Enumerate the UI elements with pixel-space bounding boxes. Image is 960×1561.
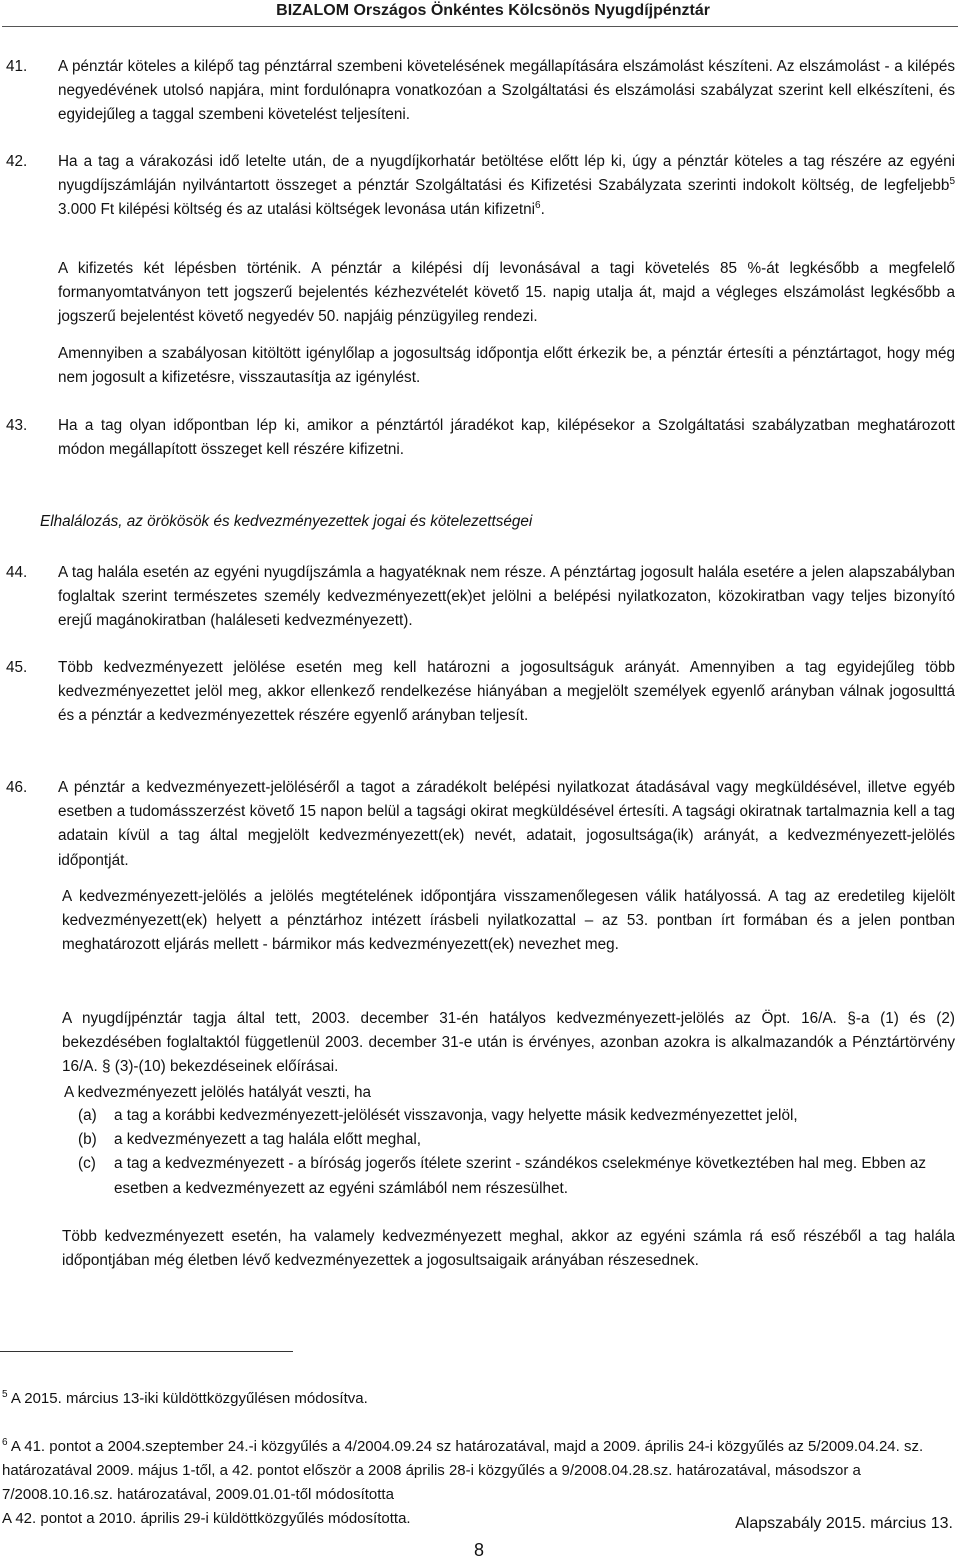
section-44 bbox=[0, 561, 955, 634]
paragraph: Több kedvezményezett esetén, ha valamely kedvezményezett meghal, akkor az egyéni számla rá eső részéből a tag halála időpontjában még életben lévő kedvezményezettek a jogosultsaigaik arányában részesednek. bbox=[62, 1228, 955, 1270]
section-number: 42. bbox=[6, 153, 28, 170]
section-41 bbox=[0, 55, 955, 128]
paragraph: A kifizetés két lépésben történik. A pénztár a kilépési díj levonásával a tagi követelés 85 %-át legkésőbb a megfelelő formanyomtatványon tett jogszerű bejelentés kézhezvételét követő 15. napig utalja át, majd a végleges elszámolást legkésőbb a jogszerű bejelentést követő negyedév 50. napjáig pénzügyileg rendezi. bbox=[58, 260, 955, 326]
paragraph: A nyugdíjpénztár tagja által tett, 2003. december 31-én hatályos kedvezményezett-jelölés az Öpt. 16/A. §-a (1) és (2) bekezdésében foglaltaktól függetlenül 2003. december 31-e után is érvényes, azonban azokra is alkalmazandók a Pénztártörvény 16/A. § (3)-(10) bekezdéseinek előírásai. bbox=[62, 1010, 955, 1076]
footer-date: Alapszabály 2015. március 13. bbox=[735, 1515, 953, 1532]
section-46-para-5 bbox=[62, 1225, 955, 1273]
paragraph: Amennyiben a szabályosan kitöltött igénylőlap a jogosultság időpontja előtt érkezik be, a pénztár értesíti a pénztártagot, hogy még nem jogosult a kifizetésre, visszautasítja az igénylést. bbox=[58, 345, 955, 387]
section-46-para-2 bbox=[62, 885, 955, 958]
invalidation-list bbox=[68, 1104, 955, 1201]
list-item bbox=[68, 1128, 955, 1152]
section-42-para-3 bbox=[58, 342, 955, 390]
section-46-para-3 bbox=[62, 1007, 955, 1080]
header-divider bbox=[2, 26, 958, 27]
footnote-text: A 2015. március 13-iki küldöttközgyűlésen módosítva. bbox=[7, 1390, 368, 1407]
section-text: Több kedvezményezett jelölése esetén meg kell határozni a jogosultságuk arányát. Amennyiben a tag egyidejűleg több kedvezményezettet jelöl meg, akkor ellenkező rendelkezése hiányában a megjelölt személyek egyenlő arányban válnak jogosulttá és a pénztár a kedvezményezettek részére egyenlő arányban teljesít. bbox=[58, 659, 955, 725]
list-item-text: a tag a korábbi kedvezményezett-jelölését visszavonja, vagy helyette másik kedvezményezettet jelöl, bbox=[114, 1107, 798, 1124]
footnote-ref-6[interactable]: 6 bbox=[535, 200, 541, 212]
footnote-ref-5[interactable]: 5 bbox=[949, 176, 955, 188]
section-45 bbox=[0, 656, 955, 729]
footnote-mark: 6 bbox=[2, 1437, 8, 1448]
section-43 bbox=[0, 414, 955, 462]
list-item bbox=[68, 1104, 955, 1128]
page-number: 8 bbox=[474, 1540, 485, 1560]
page-header-title: BIZALOM Országos Önkéntes Kölcsönös Nyugdíjpénztár bbox=[276, 2, 710, 19]
section-42 bbox=[0, 150, 955, 223]
list-item-text: a kedvezményezett a tag halála előtt meghal, bbox=[114, 1131, 421, 1149]
section-46-para-4 bbox=[64, 1081, 955, 1105]
section-text: Ha a tag olyan időpontban lép ki, amikor a pénztártól járadékot kap, kilépésekor a Szolgáltatási szabályzatban meghatározott módon megállapított összeget kell részére kifizetni. bbox=[58, 417, 955, 459]
footnote-mark: 5 bbox=[2, 1389, 8, 1400]
section-text: A tag halála esetén az egyéni nyugdíjszámla a hagyatéknak nem része. A pénztártag jogosult halála esetére a jelen alapszabályban foglaltak szerint természetes személy kedvezményezett(ek)et jelölni a belépési nyilatkozaton, közokiratban vagy teljes bizonyító erejű magánokiratban (haláleseti kedvezményezett). bbox=[58, 564, 955, 630]
list-item-text: a tag a kedvezményezett - a bíróság jogerős ítélete szerint - szándékos cselekménye következtében hal meg. Ebben az esetben a kedvezményezett az egyéni számlából nem részesülhet. bbox=[114, 1155, 927, 1197]
footnote-divider bbox=[0, 1351, 293, 1352]
section-number: 41. bbox=[6, 58, 28, 75]
section-text: A pénztár a kedvezményezett-jelöléséről a tagot a záradékolt belépési nyilatkozat átadásával vagy megküldésével, illetve egyéb esetben a tudomásszerzést követő 15 napon belül a tagsági okirat megküldésével értesíti. A tagsági okiratnak tartalmaznia kell a tag adatain kívül a tag által megjelölt kedvezményezett(ek) nevét, adatait, jogosultsága(ik) arányát, a kedvezményezett-jelölés időpontját. bbox=[58, 779, 955, 869]
section-text-cont: 3.000 Ft kilépési költség és az utalási költségek levonása után kifizetni bbox=[58, 201, 536, 219]
section-number: 44. bbox=[6, 564, 28, 581]
footnotes bbox=[2, 1387, 955, 1531]
footnote-text: A 41. pontot a 2004.szeptember 24.-i közgyűlés a 4/2004.09.24 sz határozatával, majd a 2009. április 24-i közgyűlés az 5/2009.04.24. sz. határozatával 2009. május 1-től, a 42. pontot először a 2008 április 28-i közgyűlés a 9/2008.04.28.sz. határozatával, másodszor a 7/2008.10.16.sz. határozatával, 2009.01.01-től módosította A 42. pontot a 2010. április 29-i küldöttközgyűlés módosította. bbox=[2, 1438, 924, 1527]
list-item-label: (a) bbox=[78, 1107, 97, 1124]
section-46 bbox=[0, 776, 955, 873]
section-text: Ha a tag a várakozási idő letelte után, de a nyugdíjkorhatár betöltése előtt lép ki, úgy a pénztár köteles a tag részére az egyéni nyugdíjszámláján nyilvántartott összeget a pénztár Szolgáltatási és Kifizetési Szabályzata szerinti indokolt költség, de legfeljebb bbox=[58, 153, 955, 195]
paragraph: A kedvezményezett jelölés hatályát veszti, ha bbox=[64, 1084, 371, 1101]
section-number: 43. bbox=[6, 417, 28, 434]
list-item-label: (b) bbox=[78, 1131, 97, 1149]
footnote-5 bbox=[2, 1387, 955, 1411]
paragraph: A kedvezményezett-jelölés a jelölés megtételének időpontjára visszamenőlegesen válik hatályossá. A tag az eredetileg kijelölt kedvezményezett(ek) helyett a pénztárhoz intézett írásbeli nyilatkozattal – az 53. pontban írt formában és a jelen pontban meghatározott eljárás mellett - bármikor más kedvezményezett(ek) nevezhet meg. bbox=[62, 888, 955, 954]
section-number: 45. bbox=[6, 659, 28, 676]
section-42-para-2 bbox=[58, 257, 955, 330]
list-item-label: (c) bbox=[78, 1155, 96, 1173]
subheading: Elhalálozás, az örökösök és kedvezményezettek jogai és kötelezettségei bbox=[40, 513, 533, 530]
section-text: A pénztár köteles a kilépő tag pénztárral szembeni követelésének megállapítására elszámolást készíteni. Az elszámolást - a kilépés negyedévének utolsó napjára, mint fordulónapra vonatkozóan a Szolgáltatási és elszámolási szabályzat szerint kell elkészíteni, és egyidejűleg a taggal szembeni követelést teljesíteni. bbox=[58, 58, 955, 124]
list-item bbox=[68, 1152, 955, 1200]
section-number: 46. bbox=[6, 779, 28, 796]
section-text-end: . bbox=[540, 201, 545, 219]
